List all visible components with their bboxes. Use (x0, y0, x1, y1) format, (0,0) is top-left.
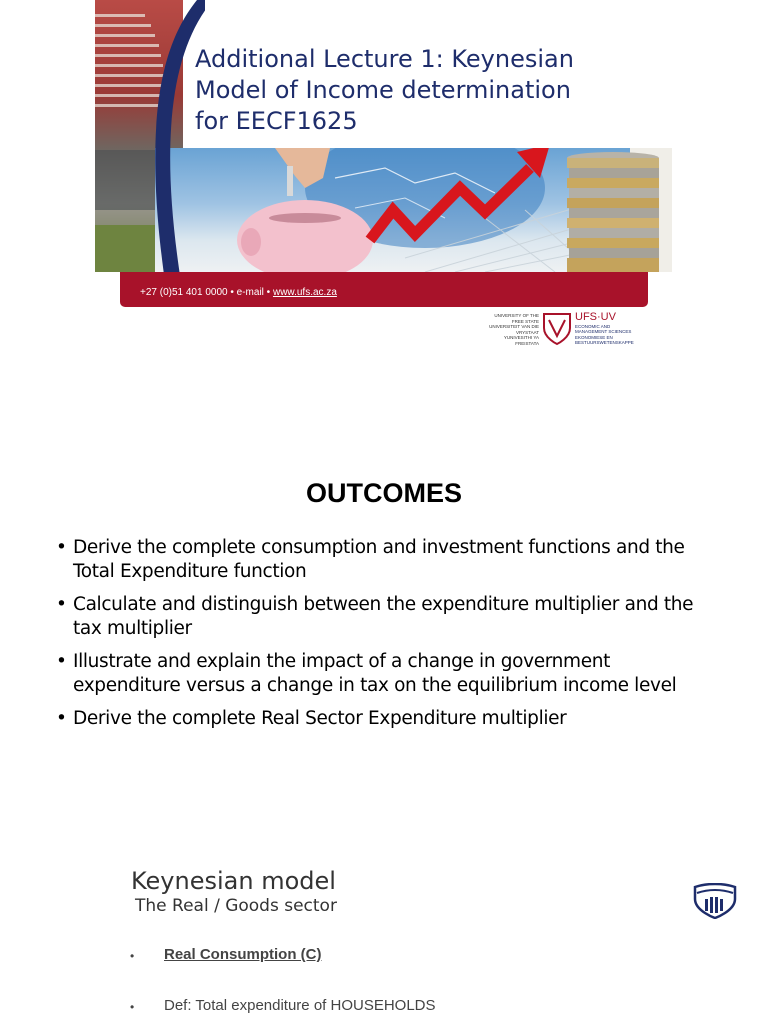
bullet: • (56, 594, 67, 615)
real-consumption-heading: Real Consumption (C) (164, 946, 322, 963)
university-line: YUNIVESITHI YA (503, 335, 539, 341)
contact-separator: • (266, 287, 271, 298)
faculty-line: EKONOMIESE EN (575, 334, 613, 340)
outcome-item (56, 707, 736, 731)
outcome-item (56, 650, 736, 698)
ufs-shield-icon (693, 883, 737, 919)
website-link[interactable]: www.ufs.ac.za (272, 287, 337, 298)
navy-swoosh-graphic (135, 0, 205, 282)
phone-number: +27 (0)51 401 0000 (140, 287, 228, 298)
bullet: • (130, 1000, 135, 1014)
faculty-line: BESTUURSWETENSKAPPE (575, 340, 634, 346)
bullet: • (130, 949, 135, 963)
title-line: for EECF1625 (195, 107, 358, 135)
outcomes-heading: OUTCOMES (305, 478, 462, 508)
outcome-line: Total Expenditure function (73, 561, 307, 582)
ufs-crest-icon (542, 312, 572, 346)
university-line: UNIVERSITY OF THE (494, 313, 539, 318)
outcome-line: tax multiplier (73, 618, 192, 639)
university-line: FREISTATA (515, 340, 539, 346)
contact-footer-bar (120, 272, 648, 307)
consumption-definition: Def: Total expenditure of HOUSEHOLDS (164, 997, 436, 1014)
contact-separator: • (230, 287, 234, 298)
university-line: UNIVERSITEIT VAN DIE (489, 324, 539, 330)
bullet: • (56, 651, 67, 672)
university-line: FREE STATE (511, 318, 539, 324)
outcome-line: Derive the complete Real Sector Expenditure multiplier (73, 708, 567, 729)
outcome-line: Illustrate and explain the impact of a change in government (73, 651, 611, 672)
outcome-item (56, 536, 736, 584)
contact-info (140, 287, 337, 298)
finance-banner-image (155, 148, 672, 272)
outcome-line: Calculate and distinguish between the expenditure multiplier and the (73, 594, 694, 615)
keynesian-title: Keynesian model (131, 867, 336, 895)
title-slide (95, 0, 673, 350)
bullet: • (56, 708, 67, 729)
ufs-uv-name: UFS·UV (575, 311, 616, 323)
faculty-name (575, 324, 635, 346)
title-line: Model of Income determination (195, 76, 571, 104)
outcomes-list (56, 536, 736, 740)
faculty-line: MANAGEMENT SCIENCES (575, 329, 632, 335)
outcome-line: expenditure versus a change in tax on the equilibrium income level (73, 675, 677, 696)
university-name (485, 313, 539, 347)
title-line: Additional Lecture 1: Keynesian (195, 45, 574, 73)
email-label: e-mail (236, 287, 264, 298)
faculty-line: ECONOMIC AND (575, 324, 611, 329)
lecture-title (195, 44, 635, 137)
university-line: VRYSTAAT (515, 329, 539, 335)
bullet: • (56, 537, 67, 558)
ufs-logo (485, 310, 634, 348)
outcome-item (56, 593, 736, 641)
keynesian-subtitle: The Real / Goods sector (135, 896, 337, 916)
outcome-line: Derive the complete consumption and investment functions and the (73, 537, 685, 558)
